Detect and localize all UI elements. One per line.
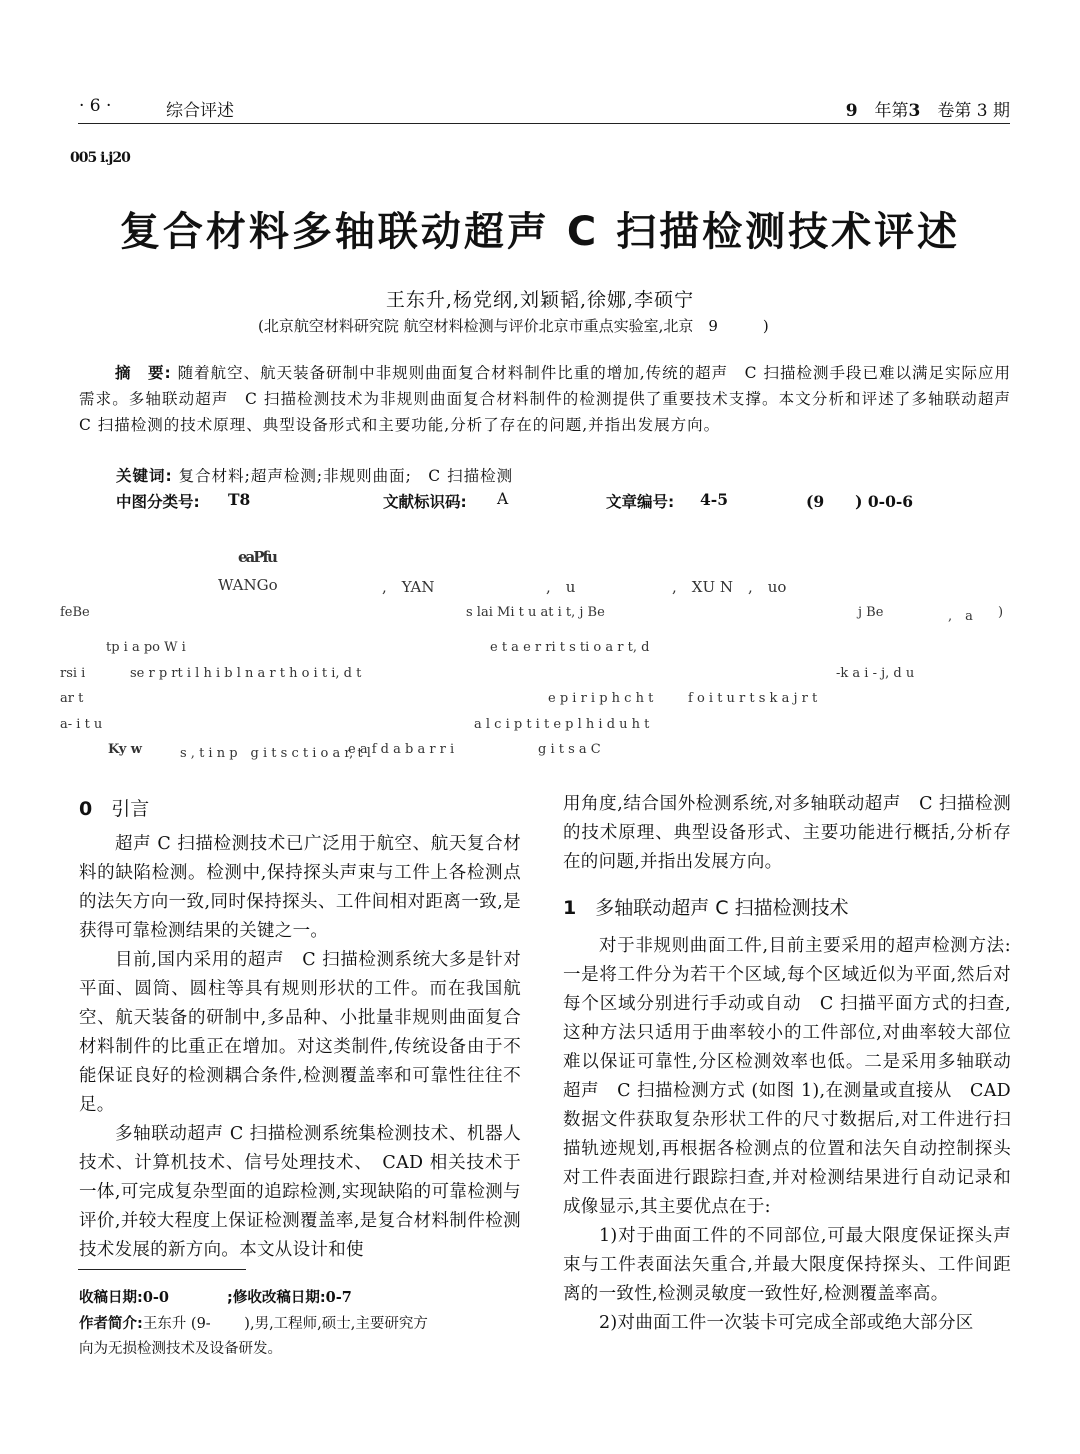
english-keywords: e a f d a b a r r i: [348, 742, 455, 757]
keywords: [116, 464, 513, 486]
english-affil-5: ): [998, 605, 1004, 620]
article-no-value: 4-5: [700, 490, 729, 509]
english-keywords: g i t s a C: [538, 742, 601, 757]
english-abstract-line: se r p rt i l h i b l n a r t h o i t i, d t: [130, 666, 362, 681]
paragraph: 超声 C 扫描检测技术已广泛用于航空、航天复合材料的缺陷检测。检测中,保持探头声束与工件上各检测点的法矢方向一致,同时保持探头、工件间相对距离一致,是获得可靠检测结果的关键之一。: [79, 834, 521, 941]
clc-label: 中图分类号:: [116, 493, 200, 511]
issue-info: [846, 96, 1010, 121]
clc-value: T8: [228, 490, 251, 509]
abstract-label: 摘 要:: [115, 364, 172, 382]
english-abstract-line: e p i r i p h c h t: [548, 691, 654, 706]
footnote-author-line2: 向为无损检测技术及设备研发。: [79, 1341, 282, 1357]
section-label: 综合评述: [166, 101, 234, 121]
paragraph: 2)对曲面工件一次装卡可完成全部或绝大部分区: [599, 1313, 974, 1333]
english-abstract-line: a l c i p t i t e p l h i d u h t: [474, 717, 650, 732]
issue-volume: 3: [908, 101, 921, 121]
left-column: [79, 830, 521, 1265]
footnote-author: [79, 1312, 428, 1333]
english-keywords-label: Ky w: [108, 742, 142, 757]
english-affil-1: feBe: [60, 605, 90, 620]
page-title: 复合材料多轴联动超声 C 扫描检测技术评述: [119, 209, 961, 255]
section-0-number: 0: [79, 798, 93, 820]
issue-number: 卷第 3 期: [937, 101, 1010, 121]
doc-code-value: A: [497, 490, 509, 508]
issue-year-label: 年第: [874, 101, 909, 121]
english-abstract-line: rsi i: [60, 666, 86, 681]
english-abstract-line: a- i t u: [60, 717, 103, 732]
section-1-heading: [563, 893, 849, 920]
issue-year: 9: [845, 101, 858, 121]
english-author-4: , XU N: [672, 578, 733, 596]
paragraph: 多轴联动超声 C 扫描检测系统集检测技术、机器人技术、计算机技术、信号处理技术、 CAD 相关技术于一体,可完成复杂型面的追踪检测,实现缺陷的可靠检测与评价,并较大程度上保证检测覆盖率,是复合材料制件检测技术发展的新方向。本文从设计和使: [79, 1124, 521, 1260]
section-1-number: 1: [563, 897, 577, 919]
affiliation: (北京航空材料研究院 航空材料检测与评价北京市重点实验室,北京 9 ): [258, 317, 769, 335]
article-no-suffix: (9 ) 0-0-6: [806, 492, 914, 511]
author-list: 王东升,杨党纲,刘颖韬,徐娜,李硕宁: [385, 289, 695, 311]
received-label: 收稿日期:: [79, 1290, 143, 1306]
keywords-label: 关键词:: [116, 467, 173, 485]
doc-code-label: 文献标识码:: [383, 493, 467, 511]
english-affil-4: , a: [948, 609, 973, 624]
footnote-rule: [78, 1269, 246, 1270]
header-rule: [78, 123, 1010, 124]
english-author-3: , u: [546, 578, 576, 596]
english-affil-2: s lai Mi t u at i t, j Be: [466, 605, 605, 620]
right-column: [563, 932, 1029, 1338]
english-author-5: , uo: [748, 578, 787, 596]
english-keywords: s , t i n p g i t s c t i o a r, t l: [180, 746, 371, 761]
revised-date: 0-7: [325, 1289, 352, 1306]
english-abstract-line: ar t: [60, 691, 84, 706]
english-author-2: , YAN: [382, 578, 435, 596]
keywords-text: 复合材料;超声检测;非规则曲面; C 扫描检测: [178, 467, 514, 485]
paragraph: 用角度,结合国外检测系统,对多轴联动超声 C 扫描检测的技术原理、典型设备形式、主要功能进行概括,分析存在的问题,并指出发展方向。: [563, 794, 1011, 872]
abstract-text: 随着航空、航天装备研制中非规则曲面复合材料制件比重的增加,传统的超声 C 扫描检测手段已难以满足实际应用需求。多轴联动超声 C 扫描检测技术为非规则曲面复合材料制件的检测提供了重要技术支撑。本文分析和评述了多轴联动超声 C 扫描检测的技术原理、典型设备形式和主要功能,分析了存在的问题,并指出发展方向。: [79, 364, 1012, 434]
author-bio-label: 作者简介:: [79, 1316, 143, 1332]
section-0-title: 引言: [111, 798, 150, 820]
english-affil-3: j Be: [858, 605, 884, 620]
english-abstract-line: e t a e r ri t s ti o a r t, d: [490, 640, 650, 655]
footnote-dates: [79, 1286, 352, 1307]
section-0-heading: [79, 794, 149, 821]
section-1-title: 多轴联动超声 C 扫描检测技术: [595, 897, 849, 919]
english-author-1: WANGo: [218, 576, 278, 594]
doi: 005 i.j20: [70, 150, 130, 166]
article-no-label: 文章编号:: [606, 493, 675, 511]
right-column-top: [563, 790, 1011, 877]
english-title: eaPfu: [238, 548, 276, 566]
english-abstract-line: f o i t u r t s k a j r t: [688, 691, 818, 706]
page-number: · 6 ·: [79, 96, 112, 116]
author-bio-line1: 王东升 (9- ),男,工程师,硕士,主要研究方: [142, 1316, 428, 1332]
english-abstract-line: tp i a po W i: [106, 640, 186, 655]
english-abstract-line: -k a i - j, d u: [836, 666, 915, 681]
received-date: 0-0: [142, 1289, 170, 1306]
paragraph: 目前,国内采用的超声 C 扫描检测系统大多是针对平面、圆筒、圆柱等具有规则形状的工件。而在我国航空、航天装备的研制中,多品种、小批量非规则曲面复合材料制件的比重正在增加。对这类制件,传统设备由于不能保证良好的检测耦合条件,检测覆盖率和可靠性往往不足。: [79, 950, 521, 1115]
revised-label: ;修收改稿日期:: [227, 1290, 326, 1306]
paragraph: 1)对于曲面工件的不同部位,可最大限度保证探头声束与工件表面法矢重合,并最大限度保持探头、工件间距离的一致性,检测灵敏度一致性好,检测覆盖率高。: [563, 1226, 1011, 1304]
paragraph: 对于非规则曲面工件,目前主要采用的超声检测方法:一是将工件分为若干个区域,每个区域近似为平面,然后对每个区域分别进行手动或自动 C 扫描平面方式的扫查,这种方法只适用于曲率较小的工件部位,对曲率较大部位难以保证可靠性,分区检测效率也低。二是采用多轴联动超声 C 扫描检测方式 (如图 1),在测量或直接从 CAD 数据文件获取复杂形状工件的尺寸数据后,对工件进行扫描轨迹规划,再根据各检测点的位置和法矢自动控制探头对工件表面进行跟踪扫查,并对检测结果进行自动记录和成像显示,其主要优点在于:: [563, 936, 1029, 1217]
abstract: [79, 360, 1011, 438]
